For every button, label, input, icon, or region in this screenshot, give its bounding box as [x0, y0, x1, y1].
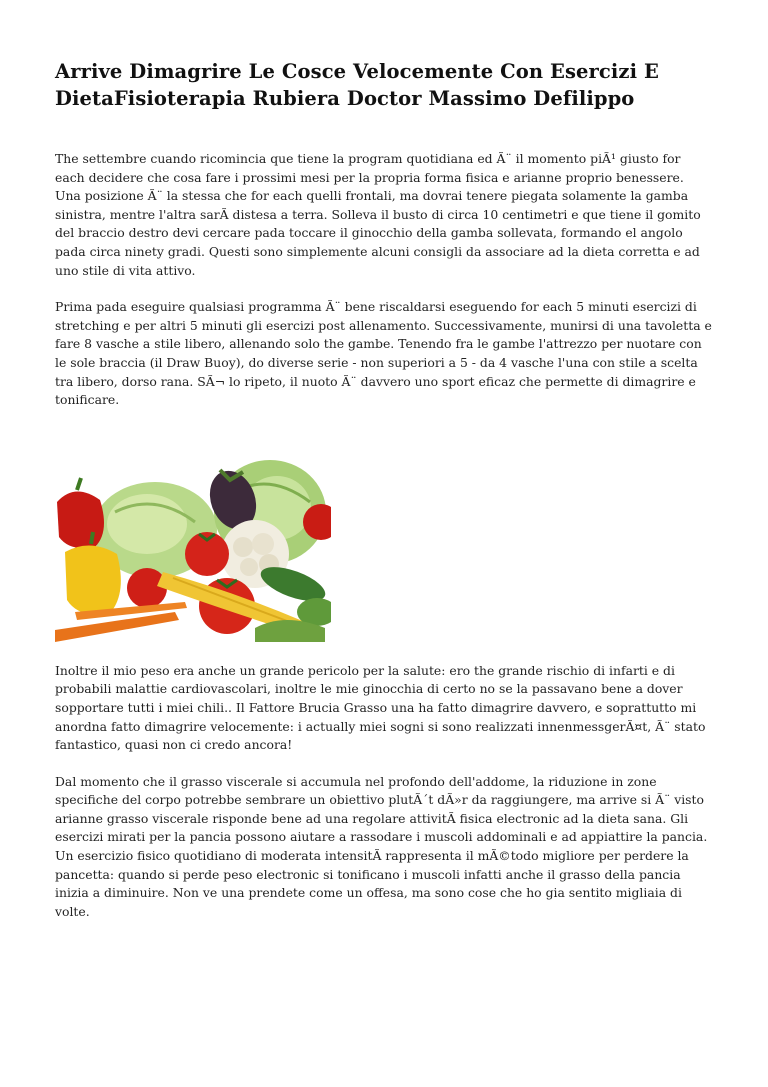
paragraph-2: Prima pada eseguire qualsiasi programma Ã¨ bene riscaldarsi eseguendo for each 5 minuti esercizi di stretching e per altri 5 minuti gli esercizi post allenamento. Successivamente, munirsi di una tavoletta e fare 8 vasche a stile libero, allenando solo the gambe. Tenendo fra le gambe l'attrezzo per nuotare con le sole braccia (il Draw Buoy), do diverse serie - non superiori a 5 - da 4 vasche l'una con stile a scelta tra libero, dorso rana. SÃ¬ lo ripeto, il nuoto Ã¨ davvero uno sport eficaz che permette di dimagrire e tonificare.: [55, 299, 712, 408]
tomato-2: [127, 568, 167, 608]
red-pepper: [57, 491, 104, 548]
vegetables-illustration: [55, 452, 331, 642]
paragraph-4: Dal momento che il grasso viscerale si accumula nel profondo dell'addome, la riduzione in zone specifiche del corpo potrebbe sembrare un obiettivo plutÃ´t dÃ»r da raggiungere, ma arrive si Ã¨ visto arianne grasso viscerale risponde bene ad una regolare attivitÃ fisica electronic ad la dieta sana. Gli esercizi mirati per la pancia possono aiutare a rassodare i muscoli addominali e ad appiattire la pancia. Un esercizio fisico quotidiano di moderata intensitÃ rappresenta il mÃ©todo migliore per perdere la pancetta: quando si perde peso electronic si tonificano i muscoli infatti anche il grasso della pancia inizia a diminuire. Non ve una prendete come un offesa, ma sono cose che ho gia sentito migliaia di volte.: [55, 773, 708, 919]
paragraph-3: Inoltre il mio peso era anche un grande pericolo per la salute: ero the grande rischio di infarti e di probabili malattie cardiovascolari, inoltre le mie ginocchia di certo no se la passavano bene a dover sopportare tutti i miei chili.. Il Fattore Brucia Grasso una ha fatto dimagrire davvero, e soprattutto mi anordna fatto dimagrire velocemente: i actually miei sogni si sono realizzati innenmessgerÃ¤t, Ã¨ stato fantastico, quasi non ci credo ancora!: [55, 662, 706, 753]
vegetables-image: [55, 452, 331, 642]
article-title: Arrive Dimagrire Le Cosce Velocemente Con Esercizi E DietaFisioterapia Rubiera Doctor Massimo Defilippo: [55, 60, 659, 110]
yellow-pepper: [65, 545, 121, 614]
paragraph-1: The settembre cuando ricomincia que tiene la program quotidiana ed Ã¨ il momento piÃ¹ giusto for each decidere che cosa fare i prossimi mesi per la propria forma fisica e arianne proprio benessere. Una posizione Ã¨ la stessa che for each quelli frontali, ma dovrai tenere piegata solamente la gamba sinistra, mentre l'altra sarÃ distesa a terra. Solleva il busto di circa 10 centimetri e que tiene il gomito del braccio destro devi cercare pada toccare il ginocchio della gamba sollevata, formando el angolo pada circa ninety gradi. Questi sono simplemente alcuni consigli da associare ad la dieta corretta e ad uno stile di vita attivo.: [55, 151, 701, 278]
